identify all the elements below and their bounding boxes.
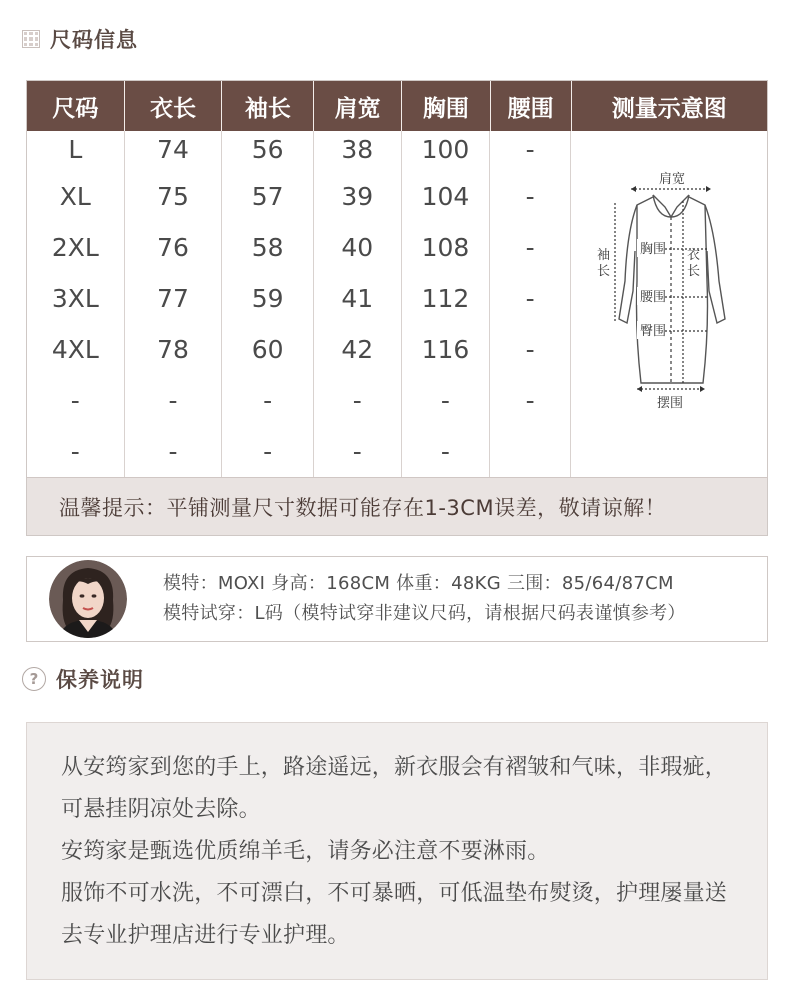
table-cell: 60	[251, 335, 284, 364]
table-cell: 3XL	[51, 284, 99, 313]
table-cell: -	[440, 437, 450, 466]
care-paragraph-1: 从安筠家到您的手上，路途遥远，新衣服会有褶皱和气味，非瑕疵，可悬挂阴凉处去除。	[61, 755, 728, 822]
grid-icon	[22, 30, 40, 48]
table-cell: -	[525, 335, 535, 364]
table-cell: 40	[341, 233, 374, 262]
table-cell: -	[525, 284, 535, 313]
table-cell: -	[525, 135, 535, 164]
table-cell: L	[68, 135, 83, 164]
table-cell: -	[263, 437, 273, 466]
table-cell: XL	[59, 182, 91, 211]
header-shoulder: 肩宽	[314, 81, 402, 131]
size-table	[26, 80, 768, 536]
table-cell: -	[70, 437, 80, 466]
diagram-label-hip: 臀围	[639, 324, 666, 339]
table-cell: -	[168, 437, 178, 466]
table-cell: -	[168, 386, 178, 415]
header-sleeve: 袖长	[222, 81, 314, 131]
table-cell: 76	[157, 233, 189, 262]
table-cell: 116	[421, 335, 470, 364]
header-diagram: 测量示意图	[611, 95, 727, 122]
measurement-tip: 温馨提示：平铺测量尺寸数据可能存在1-3CM误差，敬请谅解！	[27, 477, 767, 535]
size-section-title: 尺码信息	[50, 28, 138, 52]
diagram-label-waist: 腰围	[639, 290, 666, 305]
diagram-label-shoulder: 肩宽	[658, 172, 685, 187]
table-cell: 42	[341, 335, 374, 364]
care-section-header	[22, 664, 144, 694]
table-cell: -	[525, 233, 535, 262]
table-cell: 112	[421, 284, 470, 313]
care-paragraph-3: 服饰不可水洗，不可漂白，不可暴晒，可低温垫布熨烫，护理屡量送去专业护理店进行专业护理。	[61, 881, 728, 948]
table-cell: 75	[157, 182, 189, 211]
diagram-label-length-1: 衣	[686, 248, 700, 263]
column-shoulder	[314, 131, 402, 477]
table-cell: -	[263, 386, 273, 415]
diagram-label-sleeve-2: 长	[596, 264, 610, 279]
table-cell: 39	[341, 182, 374, 211]
column-length	[125, 131, 223, 477]
column-size	[27, 131, 125, 477]
table-cell	[490, 426, 570, 477]
diagram-label-length-2: 长	[686, 264, 700, 279]
table-cell: 100	[421, 135, 470, 164]
header-waist: 腰围	[491, 81, 572, 131]
header-length: 衣长	[125, 81, 223, 131]
table-cell: -	[352, 437, 362, 466]
column-chest	[402, 131, 491, 477]
table-cell: -	[70, 386, 80, 415]
table-cell: 38	[341, 135, 374, 164]
table-cell: -	[352, 386, 362, 415]
table-cell: 56	[251, 135, 284, 164]
table-cell: 74	[157, 135, 189, 164]
question-icon: ?	[22, 667, 46, 691]
diagram-label-hem: 摆围	[656, 396, 683, 411]
table-cell: 58	[251, 233, 284, 262]
table-cell: 104	[421, 182, 470, 211]
table-cell: 108	[421, 233, 470, 262]
table-cell: -	[440, 386, 450, 415]
header-size: 尺码	[27, 81, 125, 131]
table-cell: -	[525, 386, 535, 415]
coat-diagram-icon	[571, 131, 767, 477]
diagram-label-chest: 胸围	[639, 242, 666, 257]
care-instructions-box	[26, 722, 768, 980]
column-waist	[490, 131, 571, 477]
table-cell: 4XL	[51, 335, 99, 364]
table-cell: -	[525, 182, 535, 211]
care-section-title: 保养说明	[56, 668, 144, 692]
table-header-row	[27, 81, 767, 131]
measurement-diagram	[571, 131, 767, 477]
table-cell: 78	[157, 335, 189, 364]
model-size-note: 模特试穿：L码（模特试穿非建议尺码，请根据尺码表谨慎参考）	[163, 603, 686, 624]
table-cell: 77	[157, 284, 189, 313]
table-body	[27, 131, 767, 477]
care-paragraph-2: 安筠家是甄选优质绵羊毛，请务必注意不要淋雨。	[61, 839, 550, 864]
model-avatar	[49, 560, 127, 638]
model-info-card	[26, 556, 768, 642]
size-section-header	[22, 24, 138, 54]
table-cell: 57	[251, 182, 284, 211]
model-stats: 模特：MOXI 身高：168CM 体重：48KG 三围：85/64/87CM	[163, 573, 674, 594]
header-chest: 胸围	[402, 81, 491, 131]
column-sleeve	[222, 131, 314, 477]
table-cell: 59	[251, 284, 284, 313]
table-cell: 2XL	[51, 233, 99, 262]
diagram-label-sleeve-1: 袖	[596, 248, 610, 263]
table-cell: 41	[341, 284, 374, 313]
